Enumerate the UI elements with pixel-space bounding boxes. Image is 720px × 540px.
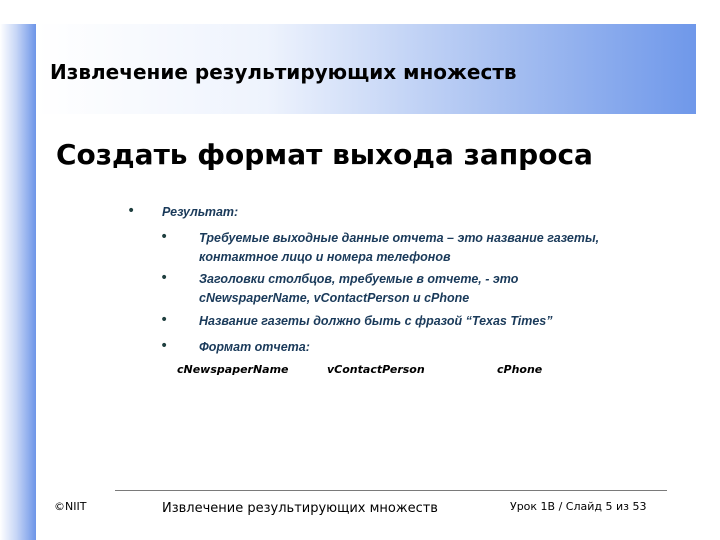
left-gradient-bar xyxy=(0,24,36,540)
bullet-text: Результат: xyxy=(162,205,239,219)
bullet-text: Название газеты должно быть с фразой “Texas Times” xyxy=(199,314,553,328)
bullet-text: Заголовки столбцов, требуемые в отчете, - это cNewspaperName, vContactPerson и cPhone xyxy=(199,272,519,305)
column-header-newspaper-name: cNewspaperName xyxy=(177,363,289,376)
bullet-icon: • xyxy=(160,338,169,354)
slide-title: Извлечение результирующих множеств xyxy=(50,60,517,84)
bullet-text: Формат отчета: xyxy=(199,340,310,354)
footer-slide-number: Урок 1В / Слайд 5 из 53 xyxy=(510,500,647,513)
bullet-icon: • xyxy=(160,229,169,245)
footer-copyright: ©NIIT xyxy=(54,500,87,513)
footer-title: Извлечение результирующих множеств xyxy=(162,501,438,516)
bullet-icon: • xyxy=(160,270,169,286)
bullet-text: Требуемые выходные данные отчета – это название газеты, контактное лицо и номера телефонов xyxy=(199,231,600,264)
column-header-contact-person: vContactPerson xyxy=(327,363,425,376)
slide-subtitle: Создать формат выхода запроса xyxy=(56,138,593,171)
bullet-icon: • xyxy=(127,203,136,219)
bullet-icon: • xyxy=(160,312,169,328)
footer-divider xyxy=(115,490,667,491)
column-header-phone: cPhone xyxy=(497,363,543,376)
